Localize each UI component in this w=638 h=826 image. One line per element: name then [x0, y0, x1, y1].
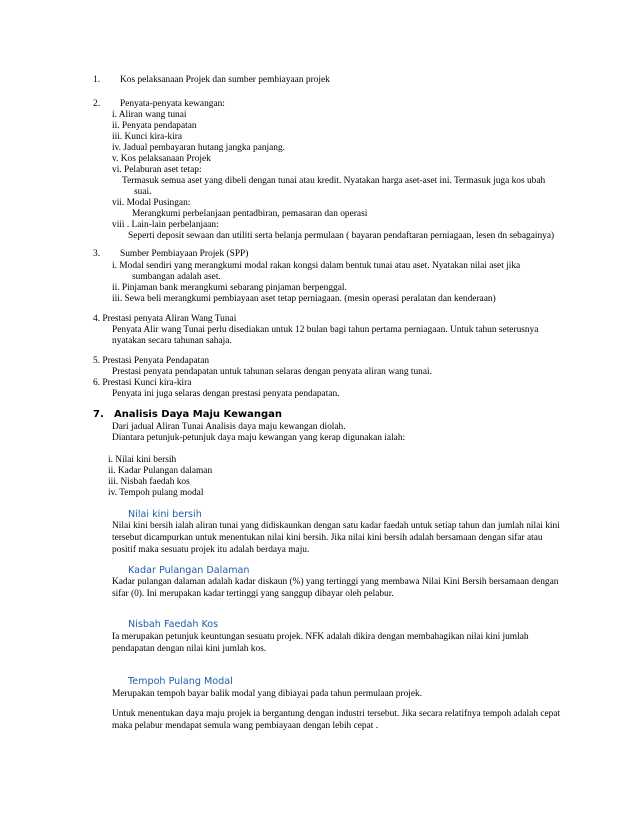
- tpm-heading: Tempoh Pulang Modal: [128, 676, 233, 687]
- section-2-item: iii. Kunci kira-kira: [112, 132, 183, 142]
- section-2-item: iv. Jadual pembayaran hutang jangka panjang.: [112, 143, 286, 153]
- section-2-vi-desc: Termasuk semua aset yang dibeli dengan tunai atau kredit. Nyatakan harga aset-aset ini. Termasuk juga kos ubah: [122, 176, 546, 186]
- section-2-vii-desc: Merangkumi perbelanjaan pentadbiran, pemasaran dan operasi: [132, 209, 368, 219]
- section-3-number: 3.: [93, 249, 101, 259]
- section-5-title: 5. Prestasi Penyata Pendapatan: [93, 356, 210, 366]
- section-1-title: Kos pelaksanaan Projek dan sumber pembiayaan projek: [120, 75, 330, 85]
- section-2-number: 2.: [93, 99, 101, 109]
- section-2-item: ii. Penyata pendapatan: [112, 121, 197, 131]
- nfk-paragraph: pendapatan dengan nilai kini jumlah kos.: [112, 644, 267, 654]
- indicator-list-item: i. Nilai kini bersih: [108, 455, 177, 465]
- section-2-item: vi. Pelaburan aset tetap:: [112, 165, 202, 175]
- section-7-number: 7.: [93, 409, 104, 420]
- section-2-viii-desc: Seperti deposit sewaan dan utiliti serta belanja permulaan ( bayaran pendaftaran perniagaan, lesen dn sebagainya): [128, 231, 555, 241]
- section-2-item: v. Kos pelaksanaan Projek: [112, 154, 211, 164]
- section-2-viii-label: viii . Lain-lain perbelanjaan:: [112, 220, 219, 230]
- nkb-paragraph: positif maka sesuatu projek itu adalah berdaya maju.: [112, 545, 310, 555]
- nkb-paragraph: Nilai kini bersih ialah aliran tunai yang didiskaunkan dengan satu kadar faedah untuk setiap tahun dan jumlah nilai kini: [112, 521, 560, 531]
- section-3-item-i-cont: sumbangan adalah aset.: [132, 272, 221, 282]
- section-2-title: Penyata-penyata kewangan:: [120, 99, 225, 109]
- kpd-paragraph: sifar (0). Ini merupakan kadar tertinggi yang sanggup dibayar oleh pelabur.: [112, 589, 394, 599]
- section-2-vii-label: vii. Modal Pusingan:: [112, 198, 191, 208]
- nfk-heading: Nisbah Faedah Kos: [128, 619, 219, 630]
- section-2-item: i. Aliran wang tunai: [112, 110, 187, 120]
- indicator-list-item: iii. Nisbah faedah kos: [108, 477, 190, 487]
- section-1-number: 1.: [93, 75, 101, 85]
- section-6-title: 6. Prestasi Kunci kira-kira: [93, 378, 192, 388]
- indicator-list-item: ii. Kadar Pulangan dalaman: [108, 466, 213, 476]
- tpm-paragraph: Untuk menentukan daya maju projek ia bergantung dengan industri tersebut. Jika secara relatifnya tempoh adalah cepat: [112, 709, 561, 719]
- section-4-text: Penyata Alir wang Tunai perlu disediakan untuk 12 bulan bagi tahun pertama perniagaan. Untuk tahun seterusnya: [112, 325, 539, 335]
- tpm-paragraph: maka pelabur mendapat semula wang pembiayaan dengan lebih cepat .: [112, 721, 379, 731]
- nkb-heading: Nilai kini bersih: [128, 509, 202, 520]
- section-6-text: Penyata ini juga selaras dengan prestasi penyata pendapatan.: [112, 389, 340, 399]
- tpm-paragraph: Merupakan tempoh bayar balik modal yang dibiayai pada tahun permulaan projek.: [112, 689, 423, 699]
- nfk-paragraph: Ia merupakan petunjuk keuntungan sesuatu projek. NFK adalah dikira dengan membahagikan nilai kini jumlah: [112, 632, 529, 642]
- section-7-intro: Dari jadual Aliran Tunai Analisis daya maju kewangan diolah.: [112, 422, 346, 432]
- kpd-paragraph: Kadar pulangan dalaman adalah kadar diskaun (%) yang tertinggi yang membawa Nilai Kini Bersih bersamaan dengan: [112, 577, 559, 587]
- nkb-paragraph: tersebut dicampurkan untuk menentukan nilai kini bersih. Jika nilai kini bersih adalah bersamaan dengan sifar atau: [112, 533, 543, 543]
- section-7-intro: Diantara petunjuk-petunjuk daya maju kewangan yang kerap digunakan ialah:: [112, 433, 406, 443]
- section-4-title: 4. Prestasi penyata Aliran Wang Tunai: [93, 314, 237, 324]
- section-3-item-ii: ii. Pinjaman bank merangkumi sebarang pinjaman berpenggal.: [112, 283, 347, 293]
- section-3-item-iii: iii. Sewa beli merangkumi pembiayaan aset tetap perniagaan. (mesin operasi peralatan dan kenderaan): [112, 294, 496, 304]
- section-2-vi-desc: suai.: [134, 187, 152, 197]
- section-3-title: Sumber Pembiayaan Projek (SPP): [120, 249, 249, 259]
- section-3-item-i: i. Modal sendiri yang merangkumi modal rakan kongsi dalam bentuk tunai atau aset. Nyatakan nilai aset jika: [112, 261, 521, 271]
- indicator-list-item: iv. Tempoh pulang modal: [108, 488, 204, 498]
- kpd-heading: Kadar Pulangan Dalaman: [128, 565, 250, 576]
- section-7-title: Analisis Daya Maju Kewangan: [114, 409, 282, 420]
- section-5-text: Prestasi penyata pendapatan untuk tahunan selaras dengan penyata aliran wang tunai.: [112, 367, 432, 377]
- section-4-text: nyatakan secara tahunan sahaja.: [112, 336, 232, 346]
